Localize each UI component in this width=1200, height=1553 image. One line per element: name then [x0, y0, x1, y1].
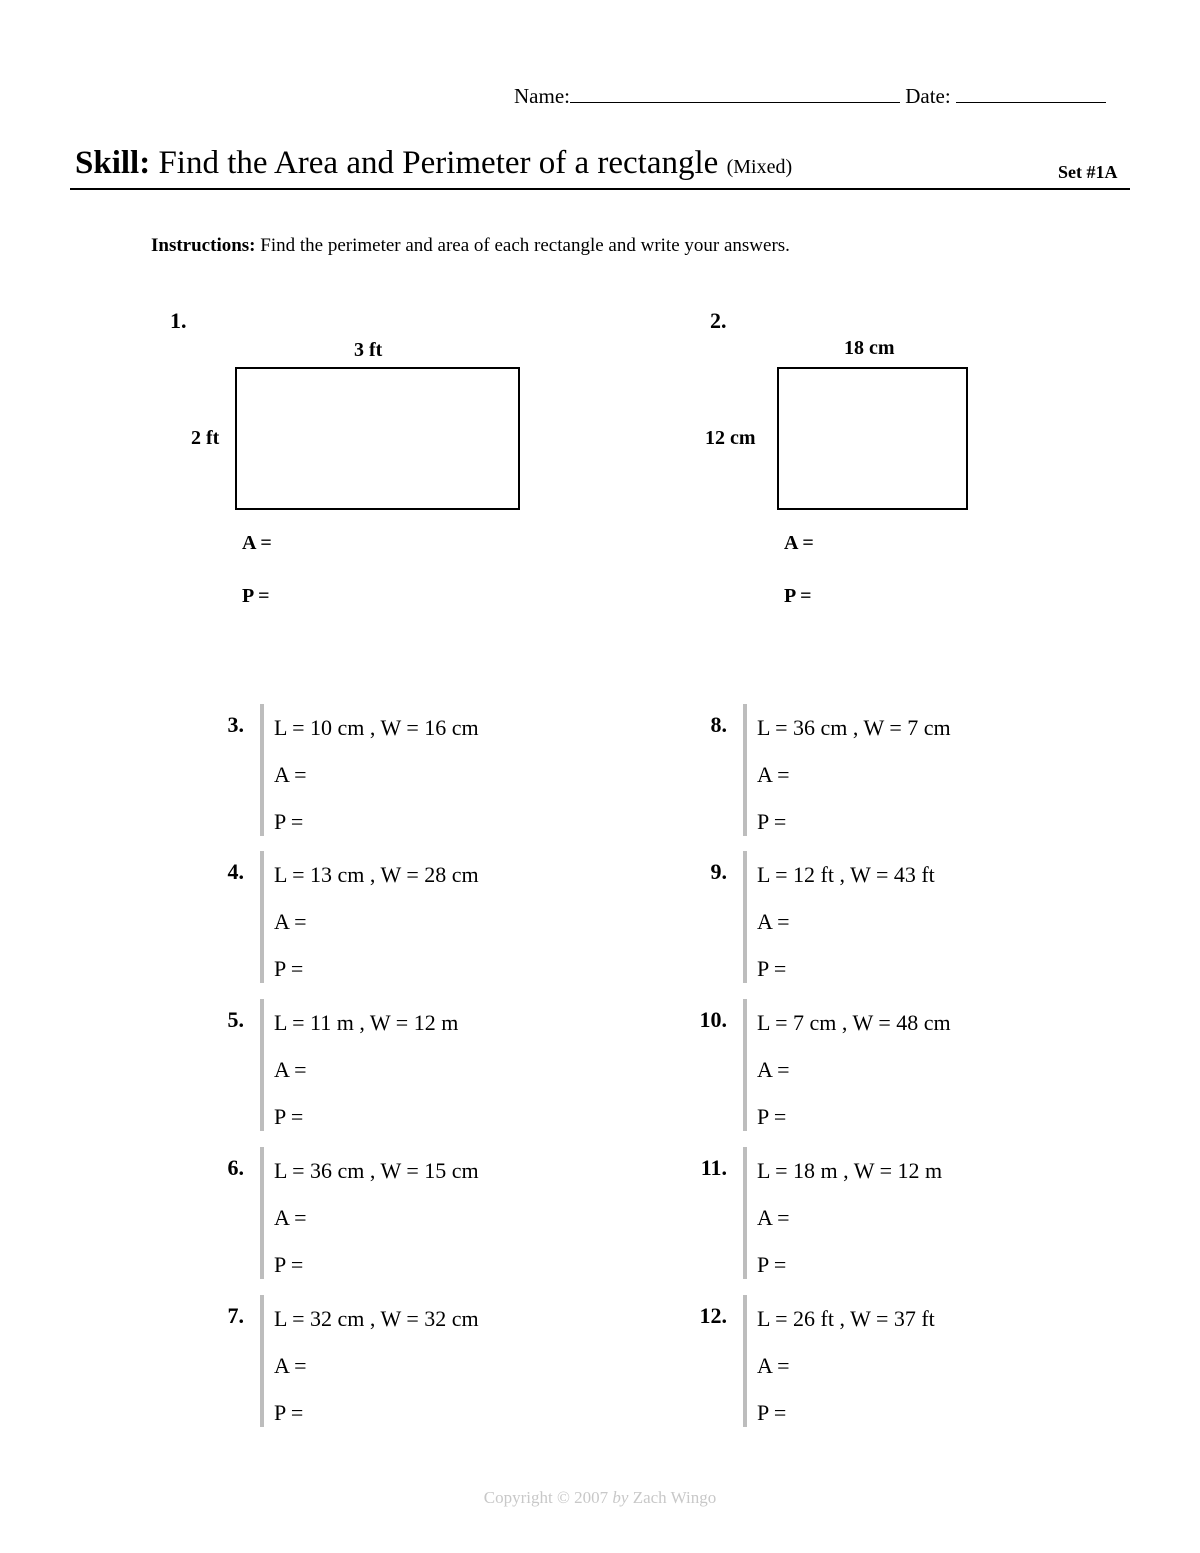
copyright-author: Zach Wingo: [632, 1488, 717, 1507]
perimeter-label: P =: [274, 1104, 304, 1129]
problem-divider: [260, 1295, 264, 1427]
problem-number: 11.: [700, 1155, 727, 1180]
area-label: A =: [757, 909, 790, 934]
area-label: A =: [757, 762, 790, 787]
problem-number: 6.: [227, 1155, 244, 1180]
problem-item: [699, 1007, 1063, 1137]
problem-given: L = 12 ft , W = 43 ft: [757, 862, 935, 887]
area-label: A =: [242, 532, 272, 554]
area-label: A =: [274, 762, 307, 787]
rectangle-top-label: 18 cm: [844, 337, 895, 359]
problem-divider: [260, 851, 264, 983]
set-number: Set #1A: [1058, 162, 1118, 182]
problem-given: L = 36 cm , W = 15 cm: [274, 1158, 479, 1183]
area-label: A =: [274, 1353, 307, 1378]
area-label: A =: [757, 1057, 790, 1082]
name-field[interactable]: [570, 84, 900, 103]
problem-divider: [743, 851, 747, 983]
area-label: A =: [757, 1353, 790, 1378]
problem-item: [227, 1303, 580, 1433]
perimeter-label: P =: [757, 1400, 787, 1425]
copyright-text: Copyright © 2007: [483, 1488, 609, 1507]
name-date-line: [514, 84, 1106, 109]
perimeter-label: P =: [757, 1252, 787, 1277]
area-label: A =: [274, 1205, 307, 1230]
title-text: Find the Area and Perimeter of a rectangle: [158, 145, 719, 181]
problem-number: 4.: [227, 859, 244, 884]
copyright-notice: [0, 1488, 1200, 1508]
problem-item: [227, 712, 580, 842]
problem-given: L = 10 cm , W = 16 cm: [274, 715, 479, 740]
perimeter-label: P =: [784, 585, 812, 607]
problem-divider: [260, 999, 264, 1131]
perimeter-label: P =: [274, 1252, 304, 1277]
problem-number: 5.: [227, 1007, 244, 1032]
date-label: Date:: [905, 84, 951, 108]
skill-label: Skill:: [75, 145, 151, 181]
name-label: Name:: [514, 84, 570, 108]
area-label: A =: [784, 532, 814, 554]
problem-number: 1.: [170, 308, 187, 333]
problem-divider: [743, 704, 747, 836]
date-field[interactable]: [956, 84, 1106, 103]
problem-item: [227, 1155, 580, 1285]
instructions-text: Find the perimeter and area of each rectangle and write your answers.: [260, 235, 790, 256]
instructions: [151, 235, 790, 257]
instructions-label: Instructions:: [151, 235, 256, 256]
problem-number: 12.: [699, 1303, 727, 1328]
rectangle-side-label: 2 ft: [191, 427, 220, 449]
mixed-label: (Mixed): [726, 156, 793, 178]
problem-number: 3.: [227, 712, 244, 737]
problem-item: [710, 712, 1063, 842]
title-divider: [70, 188, 1130, 190]
problem-given: L = 36 cm , W = 7 cm: [757, 715, 951, 740]
problem-number: 9.: [710, 859, 727, 884]
problem-given: L = 7 cm , W = 48 cm: [757, 1010, 951, 1035]
area-label: A =: [274, 909, 307, 934]
problem-divider: [260, 704, 264, 836]
problem-item: [227, 1007, 580, 1137]
problem-given: L = 13 cm , W = 28 cm: [274, 862, 479, 887]
rectangle-figure: [235, 367, 520, 510]
problem-divider: [743, 1295, 747, 1427]
problem-divider: [260, 1147, 264, 1279]
problem-item: [700, 1155, 1063, 1285]
problem-given: L = 32 cm , W = 32 cm: [274, 1306, 479, 1331]
problem-divider: [743, 999, 747, 1131]
problem-given: L = 11 m , W = 12 m: [274, 1010, 459, 1035]
rectangle-side-label: 12 cm: [705, 427, 756, 449]
perimeter-label: P =: [274, 1400, 304, 1425]
problem-number: 8.: [710, 712, 727, 737]
page-title: [75, 145, 792, 182]
rectangle-figure: [777, 367, 968, 510]
problem-given: L = 18 m , W = 12 m: [757, 1158, 943, 1183]
perimeter-label: P =: [757, 809, 787, 834]
problem-number: 10.: [699, 1007, 727, 1032]
problem-divider: [743, 1147, 747, 1279]
problem-item: [710, 859, 1063, 989]
area-label: A =: [274, 1057, 307, 1082]
problem-number: 7.: [227, 1303, 244, 1328]
perimeter-label: P =: [757, 1104, 787, 1129]
perimeter-label: P =: [274, 809, 304, 834]
problem-number: 2.: [710, 308, 727, 333]
perimeter-label: P =: [274, 956, 304, 981]
problem-item: [227, 859, 580, 989]
problem-item: [699, 1303, 1063, 1433]
perimeter-label: P =: [242, 585, 270, 607]
perimeter-label: P =: [757, 956, 787, 981]
copyright-by: by: [612, 1488, 629, 1507]
problem-given: L = 26 ft , W = 37 ft: [757, 1306, 935, 1331]
rectangle-top-label: 3 ft: [354, 339, 383, 361]
area-label: A =: [757, 1205, 790, 1230]
